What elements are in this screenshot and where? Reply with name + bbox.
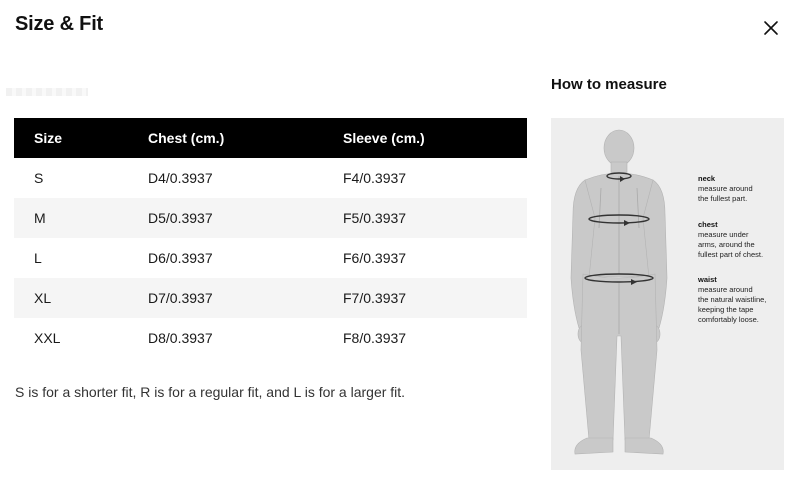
column-header-chest: Chest (cm.)	[148, 130, 225, 146]
chest-cell: D8/0.3937	[148, 330, 213, 346]
chest-cell: D6/0.3937	[148, 250, 213, 266]
neck-label: neck	[698, 174, 716, 183]
chest-cell: D7/0.3937	[148, 290, 213, 306]
chest-label: chest	[698, 220, 718, 229]
chest-text-line: arms, around the	[698, 240, 755, 249]
chest-text-line: measure under	[698, 230, 749, 239]
table-row	[14, 158, 527, 198]
waist-text-line: the natural waistline,	[698, 295, 767, 304]
neck-text-line: measure around	[698, 184, 753, 193]
table-row	[14, 238, 527, 278]
page-title: Size & Fit	[15, 13, 104, 35]
sleeve-cell: F6/0.3937	[343, 250, 407, 266]
sleeve-cell: F5/0.3937	[343, 210, 407, 226]
waist-text-line: comfortably loose.	[698, 315, 759, 324]
chest-cell: D4/0.3937	[148, 170, 213, 186]
column-header-sleeve: Sleeve (cm.)	[343, 130, 425, 146]
sleeve-cell: F8/0.3937	[343, 330, 407, 346]
size-cell: XXL	[34, 330, 61, 346]
waist-text-line: keeping the tape	[698, 305, 754, 314]
waist-legend	[698, 275, 784, 325]
chest-text-line: fullest part of chest.	[698, 250, 764, 259]
column-header-size: Size	[34, 130, 63, 146]
chest-legend	[698, 220, 784, 260]
size-cell: L	[34, 250, 42, 266]
faint-tab-decoration	[6, 88, 88, 96]
size-cell: S	[34, 170, 44, 186]
how-to-measure-title: How to measure	[551, 76, 667, 93]
fit-note: S is for a shorter fit, R is for a regular fit, and L is for a larger fit.	[15, 384, 406, 400]
size-cell: XL	[34, 290, 52, 306]
chest-cell: D5/0.3937	[148, 210, 213, 226]
table-header	[14, 118, 527, 158]
sleeve-cell: F4/0.3937	[343, 170, 407, 186]
neck-legend	[698, 174, 784, 204]
how-to-measure-panel	[551, 118, 784, 470]
close-button[interactable]	[761, 18, 781, 38]
size-cell: M	[34, 210, 46, 226]
waist-label: waist	[698, 275, 717, 284]
sleeve-cell: F7/0.3937	[343, 290, 407, 306]
table-row	[14, 278, 527, 318]
neck-text-line: the fullest part.	[698, 194, 748, 203]
table-row	[14, 198, 527, 238]
size-table	[14, 118, 527, 358]
table-row	[14, 318, 527, 358]
close-icon[interactable]	[761, 18, 781, 38]
waist-text-line: measure around	[698, 285, 753, 294]
